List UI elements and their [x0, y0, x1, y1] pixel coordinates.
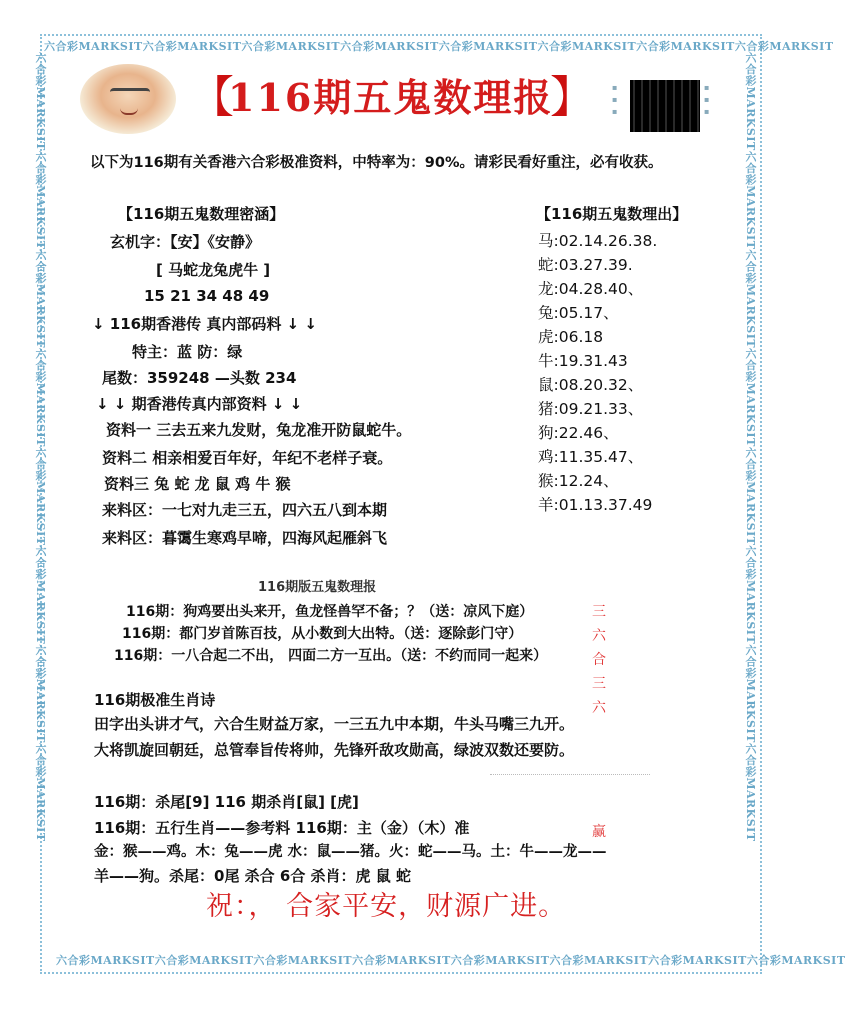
- page-title: [190, 70, 594, 126]
- source-line-2: 来料区：暮霭生寒鸡早啼，四海风起雁斜飞: [102, 529, 388, 547]
- right-section-title: 【116期五鬼数理出】: [536, 205, 688, 223]
- qr-code-icon: [630, 80, 700, 132]
- info-line-1: 资料一 三去五来九发财，兔龙准开防鼠蛇牛。: [106, 421, 412, 439]
- zodiac-number-item: 鸡:11.35.47、: [538, 448, 644, 466]
- frame-watermark-right: 六合彩MARKSIT六合彩MARKSIT六合彩MARKSIT六合彩MARKSIT六合彩MARKSIT六合彩MARKSIT六合彩MARKSIT六合彩MARKSIT: [744, 52, 757, 842]
- frame-watermark-bottom: 六合彩MARKSIT六合彩MARKSIT六合彩MARKSIT六合彩MARKSIT六合彩MARKSIT六合彩MARKSIT六合彩MARKSIT六合彩MARKSIT: [56, 954, 846, 967]
- special-line: 特主：蓝 防：绿: [132, 343, 243, 361]
- frame-watermark-top: 六合彩MARKSIT六合彩MARKSIT六合彩MARKSIT六合彩MARKSIT六合彩MARKSIT六合彩MARKSIT六合彩MARKSIT六合彩MARKSIT: [44, 40, 834, 53]
- info-line-2: 资料二 相亲相爱百年好，年纪不老样子衰。: [102, 449, 393, 467]
- zodiac-number-item: 兔:05.17、: [538, 304, 619, 322]
- title-bracket-left: 【: [190, 72, 234, 123]
- middle-line-3: 116期：一八合起二不出， 四面二方一互出。（送：不约而同一起来）: [114, 648, 548, 664]
- kill-line-4: 羊——狗。杀尾：0尾 杀合 6合 杀肖：虎 鼠 蛇: [94, 867, 411, 885]
- poem-line-2: 大将凯旋回朝廷，总管奉旨传将帅，先锋歼敌攻勋高，绿波双数还要防。: [94, 741, 575, 759]
- poem-title: 116期极准生肖诗: [94, 691, 216, 709]
- zodiac-number-item: 虎:06.18: [538, 328, 604, 346]
- middle-subtitle: 116期版五鬼数理报: [258, 580, 377, 595]
- zodiac-number-item: 鼠:08.20.32、: [538, 376, 644, 394]
- zodiac-group: [ 马蛇龙兔虎牛 ]: [156, 261, 271, 279]
- title-bracket-right: 】: [550, 72, 594, 123]
- xuanji-line: 玄机字：【安】《安静》: [110, 233, 261, 251]
- insider-title-2: ↓ ↓ 期香港传真内部资料 ↓ ↓: [96, 395, 303, 413]
- tail-line: 尾数：359248 —头数 234: [102, 369, 297, 387]
- zodiac-number-item: 蛇:03.27.39.: [538, 256, 633, 274]
- number-list: 15 21 34 48 49: [144, 287, 270, 305]
- middle-line-1: 116期：狗鸡要出头来开，鱼龙怪兽罕不备；？（送：凉风下庭）: [126, 604, 534, 620]
- red-annotation: 三六合三六: [592, 604, 606, 716]
- kill-line-2: 116期：五行生肖——参考料 116期：主（金）（木）准: [94, 819, 470, 837]
- zodiac-number-item: 牛:19.31.43: [538, 352, 628, 370]
- zodiac-number-item: 马:02.14.26.38.: [538, 232, 658, 250]
- insider-title: ↓ 116期香港传 真内部码料 ↓ ↓: [92, 315, 317, 333]
- intro-text: 以下为116期有关香港六合彩极准资料，中特率为：90%。请彩民看好重注，必有收获。: [90, 155, 663, 171]
- red-annotation-ying: 赢: [592, 824, 606, 840]
- info-line-3: 资料三 兔 蛇 龙 鼠 鸡 牛 猴: [104, 475, 291, 493]
- left-section-title: 【116期五鬼数理密涵】: [118, 205, 285, 223]
- zodiac-number-item: 猪:09.21.33、: [538, 400, 644, 418]
- title-text: 116期五鬼数理报: [228, 75, 554, 120]
- middle-line-2: 116期：都门岁首陈百技，从小数到大出特。（送：逐除彭门守）: [122, 626, 523, 642]
- zodiac-number-item: 羊:01.13.37.49: [538, 496, 653, 514]
- kill-line-3: 金：猴——鸡。木：兔——虎 水：鼠——猪。火：蛇——马。土：牛——龙——: [94, 844, 607, 860]
- dotted-divider: [490, 774, 650, 775]
- zodiac-number-item: 龙:04.28.40、: [538, 280, 644, 298]
- poem-line-1: 田字出头讲才气，六合生财益万家，一三五九中本期，牛头马嘴三九开。: [94, 715, 575, 733]
- smile-shape: [120, 108, 138, 115]
- glasses-shape: [110, 88, 150, 97]
- qr-side-decoration-right: ▪ ▪ ▪: [704, 83, 710, 116]
- portrait-image: [80, 64, 176, 134]
- frame-watermark-left: 六合彩MARKSIT六合彩MARKSIT六合彩MARKSIT六合彩MARKSIT六合彩MARKSIT六合彩MARKSIT六合彩MARKSIT六合彩MARKSIT: [34, 52, 47, 842]
- kill-line-1: 116期：杀尾[9] 116 期杀肖[鼠] [虎]: [94, 793, 359, 811]
- qr-side-decoration-left: ▪ ▪ ▪: [612, 83, 618, 116]
- source-line-1: 来料区：一七对九走三五，四六五八到本期: [102, 501, 388, 519]
- zodiac-number-item: 狗:22.46、: [538, 424, 619, 442]
- blessing-text: 祝：， 合家平安，财源广进。: [206, 891, 567, 922]
- zodiac-number-item: 猴:12.24、: [538, 472, 619, 490]
